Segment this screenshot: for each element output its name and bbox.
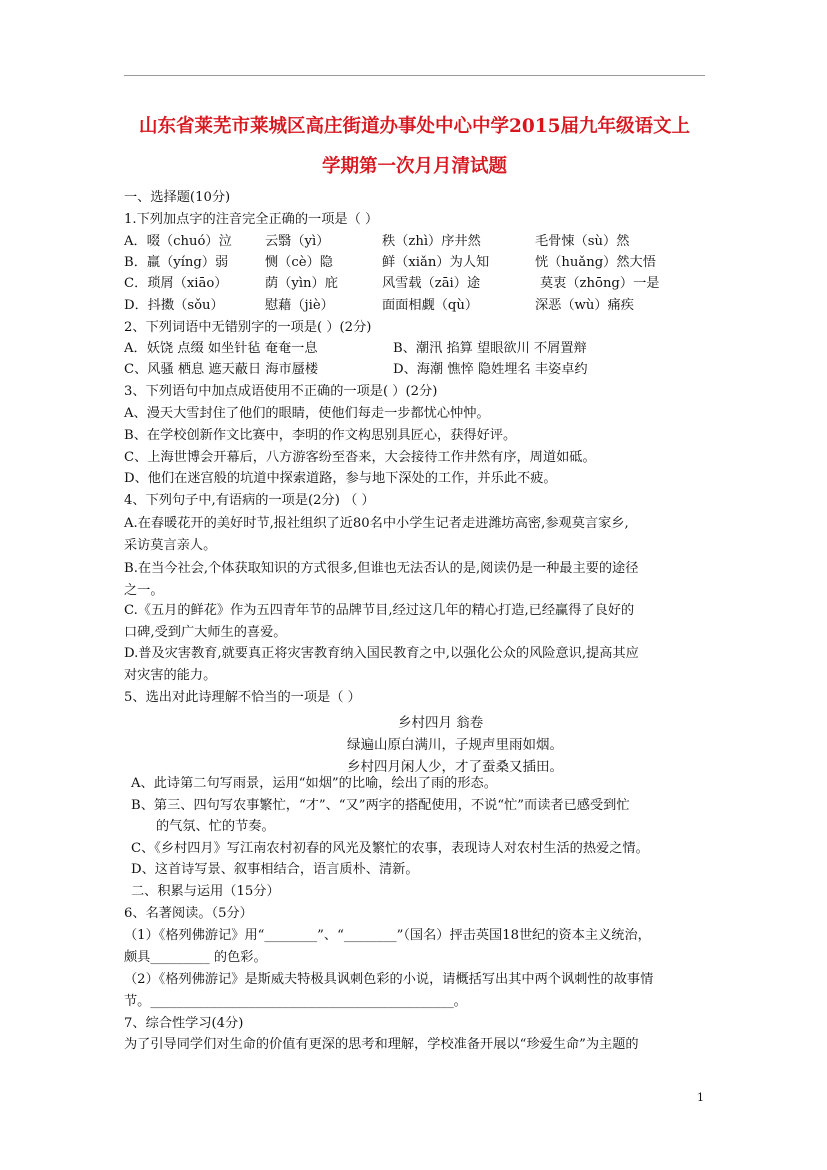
q2-option-d: D、海潮 憔悴 隐姓埋名 丰姿卓约 bbox=[393, 362, 588, 377]
q3-option-c: C、上海世博会开幕后，八方游客纷至沓来，大会接待工作井然有序，周道如砥。 bbox=[124, 450, 596, 465]
q4-option-c-line-2: 口碑,受到广大师生的喜爱。 bbox=[124, 625, 287, 640]
q3-option-b: B、在学校创新作文比赛中，李明的作文构思别具匠心，获得好评。 bbox=[124, 428, 517, 443]
q1-option-a: A．啜（chuó）泣 bbox=[124, 234, 232, 249]
q1-option-d: D．抖擞（sǒu） bbox=[124, 298, 224, 313]
q6-stem: 6、名著阅读。（5分） bbox=[124, 906, 253, 921]
q1-option-a-4: 毛骨悚（sù）然 bbox=[535, 234, 630, 249]
q7-stem: 7、综合性学习(4分) bbox=[124, 1016, 244, 1031]
q2-stem: 2、下列词语中无错别字的一项是( ）(2分) bbox=[124, 320, 372, 335]
q5-stem: 5、选出对此诗理解不恰当的一项是（ ） bbox=[124, 690, 361, 705]
q5-option-a: A、此诗第二句写雨景，运用“如烟”的比喻，绘出了雨的形态。 bbox=[131, 776, 497, 791]
q3-option-d: D、他们在迷宫般的坑道中探索道路，参与地下深处的工作，并乐此不疲。 bbox=[124, 471, 557, 486]
q1-options-row-ab bbox=[124, 234, 704, 250]
q5-option-b-line-1: B、第三、四句写农事繁忙，“才”、“又”两字的搭配使用，不说“忙”而读者已感受到忙 bbox=[131, 798, 630, 813]
q1-option-c-2: 荫（yìn）庇 bbox=[265, 276, 338, 291]
header-rule bbox=[124, 75, 705, 76]
q1-option-c: C．琐屑（xiāo） bbox=[124, 276, 228, 291]
q1-option-d-3: 面面相觑（qù） bbox=[382, 298, 479, 313]
q2-option-a: A．妖饶 点缀 如坐针毡 奄奄一息 bbox=[124, 341, 318, 356]
q1-option-d-2: 慰藉（jiè） bbox=[265, 298, 334, 313]
q5-option-d: D、这首诗写景、叙事相结合，语言质朴、清新。 bbox=[131, 862, 419, 877]
q2-options-row-ab bbox=[124, 341, 704, 357]
q6-part-1-line-1: （1）《格列佛游记》用“________”、“________”（国名）抨击英国18世纪的资本主义统治， bbox=[124, 928, 651, 943]
poem-title: 乡村四月 翁卷 bbox=[398, 715, 484, 731]
page-number: 1 bbox=[697, 1091, 704, 1104]
document-title-line-1: 山东省莱芜市莱城区高庄街道办事处中心中学2015届九年级语文上 bbox=[139, 116, 690, 137]
q4-option-b-line-2: 之一。 bbox=[124, 583, 164, 598]
q4-option-b-line-1: B.在当今社会,个体获取知识的方式很多,但谁也无法否认的是,阅读仍是一种最主要的途径 bbox=[124, 561, 639, 576]
q7-intro-line-1: 为了引导同学们对生命的价值有更深的思考和理解，学校准备开展以“珍爱生命”为主题的 bbox=[124, 1037, 639, 1052]
q3-option-a: A、漫天大雪封住了他们的眼睛，使他们每走一步都忧心忡忡。 bbox=[124, 406, 490, 421]
document-title-line-2: 学期第一次月月清试题 bbox=[321, 156, 507, 177]
q4-stem: 4、下列句子中,有语病的一项是(2分) （ ） bbox=[124, 493, 375, 508]
q1-stem: 1.下列加点字的注音完全正确的一项是（ ） bbox=[124, 212, 379, 227]
q1-option-a-3: 秩（zhì）序井然 bbox=[382, 234, 481, 249]
q6-part-1-line-2: 颇具_________ 的色彩。 bbox=[124, 950, 267, 965]
q1-option-c-4: 莫衷（zhōng）一是 bbox=[540, 276, 660, 291]
q1-options-row-d bbox=[124, 298, 704, 314]
q3-stem: 3、下列语句中加点成语使用不正确的一项是( ）(2分) bbox=[124, 384, 438, 399]
q6-part-2-line-1: （2）《格列佛游记》是斯威夫特极具讽刺色彩的小说，请概括写出其中两个讽刺性的故事情 bbox=[124, 972, 654, 987]
poem-line-2: 乡村四月闲人少，才了蚕桑又插田。 bbox=[347, 759, 563, 775]
q1-option-b: B．羸（yíng）弱 bbox=[124, 255, 229, 270]
q1-option-a-2: 云翳（yì） bbox=[265, 234, 330, 249]
q1-options-row-b bbox=[124, 255, 704, 271]
q4-option-a-line-2: 采访莫言亲人。 bbox=[124, 538, 217, 553]
q5-option-b-line-2: 的气氛、忙的节奏。 bbox=[156, 819, 275, 834]
q2-option-b: B、潮汛 掐算 望眼欲川 不屑置辩 bbox=[393, 341, 587, 356]
section-1-heading: 一、选择题(10分) bbox=[124, 190, 231, 205]
q1-option-b-3: 鲜（xiǎn）为人知 bbox=[382, 255, 490, 270]
q1-options-row-c bbox=[124, 276, 704, 292]
q4-option-d-line-1: D.普及灾害教育,就要真正将灾害教育纳入国民教育之中,以强化公众的风险意识,提高其应 bbox=[124, 646, 639, 661]
section-2-heading: 二、积累与运用（15分） bbox=[131, 884, 280, 899]
q4-option-a-line-1: A.在春暖花开的美好时节,报社组织了近80名中小学生记者走进潍坊高密,参观莫言家乡, bbox=[124, 516, 629, 531]
q6-part-2-line-2: 节。______________________________________________。 bbox=[124, 994, 467, 1009]
poem-line-1: 绿遍山原白满川，子规声里雨如烟。 bbox=[347, 737, 563, 753]
q1-option-d-4: 深恶（wù）痛疾 bbox=[535, 298, 634, 313]
q1-option-b-2: 恻（cè）隐 bbox=[265, 255, 333, 270]
q4-option-d-line-2: 对灾害的能力。 bbox=[124, 668, 217, 683]
q5-option-c: C、《乡村四月》写江南农村初春的风光及繁忙的农事，表现诗人对农村生活的热爱之情。 bbox=[131, 841, 649, 856]
q1-option-c-3: 风雪载（zāi）途 bbox=[382, 276, 481, 291]
q4-option-c-line-1: C.《五月的鲜花》作为五四青年节的品牌节目,经过这几年的精心打造,已经赢得了良好的 bbox=[124, 603, 635, 618]
q1-option-b-4: 恍（huǎng）然大悟 bbox=[535, 255, 656, 270]
q2-option-c: C、风骚 栖息 遮天蔽日 海市蜃楼 bbox=[124, 362, 319, 377]
q2-options-row-cd bbox=[124, 362, 704, 378]
